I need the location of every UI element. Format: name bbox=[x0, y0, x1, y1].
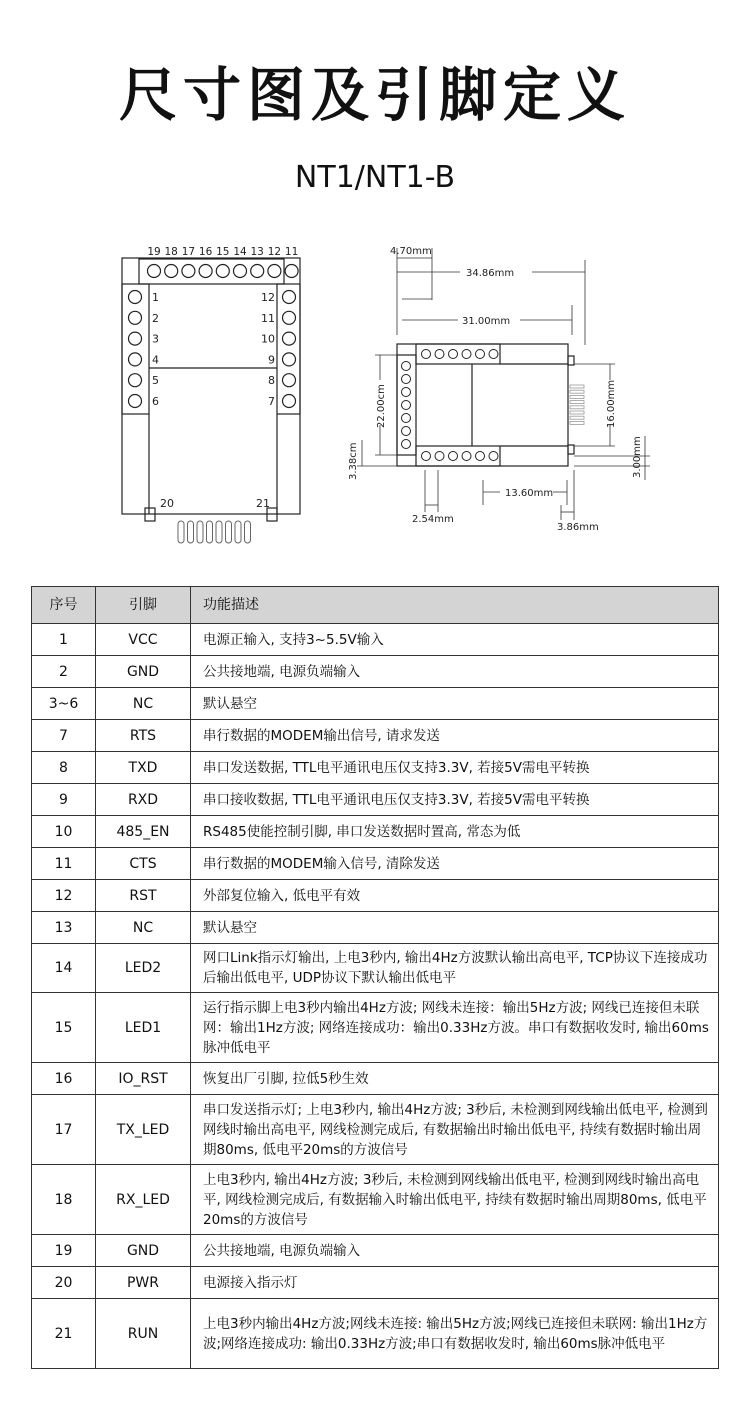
pin-label: 3 bbox=[152, 332, 159, 346]
cell-pin: TXD bbox=[96, 752, 191, 784]
pin-pad bbox=[216, 265, 229, 278]
pin-label: 13 bbox=[250, 246, 264, 258]
pin-label: 12 bbox=[267, 246, 282, 258]
pin-label: 4 bbox=[152, 353, 159, 367]
cell-desc: 串口发送指示灯; 上电3秒内, 输出4Hz方波; 3秒后, 未检测到网线输出低电平, 检测到网线时输出高电平, 网线检测完成后, 有数据输出时输出低电平, 持续有数据时输出周期80ms, 低电平20ms的方波信号 bbox=[191, 1095, 719, 1165]
cell-desc: RS485使能控制引脚, 串口发送数据时置高, 常态为低 bbox=[191, 816, 719, 848]
cell-desc: 默认悬空 bbox=[191, 688, 719, 720]
cell-no: 11 bbox=[32, 848, 96, 880]
table-row bbox=[32, 784, 719, 816]
col-header-desc: 功能描述 bbox=[191, 587, 719, 624]
dimension-diagram bbox=[0, 230, 750, 560]
rj45-contact bbox=[216, 521, 222, 543]
cell-no: 7 bbox=[32, 720, 96, 752]
pin-label-21: 21 bbox=[256, 497, 270, 510]
cell-pin: NC bbox=[96, 688, 191, 720]
cell-pin: GND bbox=[96, 656, 191, 688]
cell-no: 17 bbox=[32, 1095, 96, 1165]
rj45-contact bbox=[570, 411, 584, 414]
pin-label-20: 20 bbox=[160, 497, 174, 510]
cell-no: 14 bbox=[32, 944, 96, 993]
pin-label: 14 bbox=[233, 246, 247, 258]
rj45-contact bbox=[197, 521, 203, 543]
pin-label: 19 bbox=[147, 246, 161, 258]
table-row bbox=[32, 1299, 719, 1369]
dim-3-86: 3.86mm bbox=[557, 522, 599, 533]
cell-pin: VCC bbox=[96, 624, 191, 656]
pin-pad bbox=[435, 350, 444, 359]
dim-31-00: 31.00mm bbox=[462, 316, 511, 327]
rj45-contact bbox=[570, 401, 584, 404]
pin-pad bbox=[422, 350, 431, 359]
col-header-no: 序号 bbox=[32, 587, 96, 624]
table-row bbox=[32, 944, 719, 993]
pin-pad bbox=[476, 452, 485, 461]
cell-no: 19 bbox=[32, 1235, 96, 1267]
pin-pad bbox=[129, 332, 142, 345]
page-title: 尺寸图及引脚定义 bbox=[118, 61, 631, 129]
table-row bbox=[32, 656, 719, 688]
dim-3-38: 3.38cm bbox=[348, 442, 359, 480]
pin-pad bbox=[435, 452, 444, 461]
rj45-contact bbox=[188, 521, 194, 543]
cell-no: 18 bbox=[32, 1165, 96, 1235]
cell-no: 2 bbox=[32, 656, 96, 688]
pin-label: 16 bbox=[198, 246, 213, 258]
cell-pin: RTS bbox=[96, 720, 191, 752]
table-row bbox=[32, 880, 719, 912]
cell-desc: 串口发送数据, TTL电平通讯电压仅支持3.3V, 若接5V需电平转换 bbox=[191, 752, 719, 784]
cell-desc: 上电3秒内, 输出4Hz方波; 3秒后, 未检测到网线输出低电平, 检测到网线时输出高电平, 网线检测完成后, 有数据输入时输出低电平, 持续有数据时输出周期80ms, 低电平20ms的方波信号 bbox=[191, 1165, 719, 1235]
cell-pin: TX_LED bbox=[96, 1095, 191, 1165]
pin-label: 1 bbox=[152, 291, 159, 304]
dim-3-00: 3.00mm bbox=[632, 436, 643, 478]
pin-definition-table bbox=[31, 586, 719, 1369]
table-row bbox=[32, 912, 719, 944]
cell-no: 21 bbox=[32, 1299, 96, 1369]
cell-desc: 电源接入指示灯 bbox=[191, 1267, 719, 1299]
rj45-contact bbox=[570, 406, 584, 409]
pin-pad bbox=[449, 452, 458, 461]
pin-label: 8 bbox=[268, 374, 275, 388]
pin-pad bbox=[129, 374, 142, 387]
cell-pin: IO_RST bbox=[96, 1063, 191, 1095]
cell-no: 20 bbox=[32, 1267, 96, 1299]
pin-pad bbox=[165, 265, 178, 278]
pin-pad bbox=[462, 452, 471, 461]
pin-pad bbox=[129, 395, 142, 408]
pin-pad bbox=[148, 265, 161, 278]
cell-no: 16 bbox=[32, 1063, 96, 1095]
cell-pin: 485_EN bbox=[96, 816, 191, 848]
pin-pad bbox=[283, 353, 296, 366]
rj45-contact bbox=[226, 521, 232, 543]
dim-16-00: 16.00mm bbox=[606, 379, 617, 428]
pin-pad bbox=[402, 427, 411, 436]
pin-pad bbox=[283, 374, 296, 387]
table-row bbox=[32, 720, 719, 752]
pin-pad bbox=[422, 452, 431, 461]
rj45-contact bbox=[570, 385, 584, 388]
pin-pad bbox=[283, 291, 296, 304]
pin-pad bbox=[129, 291, 142, 304]
pin-pad bbox=[283, 311, 296, 324]
cell-desc: 运行指示脚上电3秒内输出4Hz方波; 网线未连接：输出5Hz方波; 网线已连接但未联网：输出1Hz方波; 网络连接成功：输出0.33Hz方波。串口有数据收发时, 输出60ms脉冲低电平 bbox=[191, 993, 719, 1063]
cell-pin: RST bbox=[96, 880, 191, 912]
cell-pin: CTS bbox=[96, 848, 191, 880]
cell-pin: GND bbox=[96, 1235, 191, 1267]
pin-label: 17 bbox=[181, 246, 196, 258]
pin-pad bbox=[402, 440, 411, 449]
cell-desc: 串行数据的MODEM输入信号, 清除发送 bbox=[191, 848, 719, 880]
pin-pad bbox=[476, 350, 485, 359]
dim-34-86: 34.86mm bbox=[466, 268, 515, 279]
cell-no: 15 bbox=[32, 993, 96, 1063]
pin-pad bbox=[402, 362, 411, 371]
pin-pad bbox=[268, 265, 281, 278]
cell-desc: 外部复位输入, 低电平有效 bbox=[191, 880, 719, 912]
pin-pad bbox=[199, 265, 212, 278]
table-header-row bbox=[32, 587, 719, 624]
pin-pad bbox=[283, 332, 296, 345]
pin-pad bbox=[129, 311, 142, 324]
cell-desc: 串行数据的MODEM输出信号, 请求发送 bbox=[191, 720, 719, 752]
table-row bbox=[32, 1165, 719, 1235]
cell-pin: LED1 bbox=[96, 993, 191, 1063]
pin-pad bbox=[402, 401, 411, 410]
cell-pin: RX_LED bbox=[96, 1165, 191, 1235]
pin-label: 18 bbox=[164, 246, 178, 258]
table-row bbox=[32, 624, 719, 656]
pin-label: 11 bbox=[284, 246, 299, 258]
pin-label: 15 bbox=[216, 246, 230, 258]
cell-desc: 公共接地端, 电源负端输入 bbox=[191, 656, 719, 688]
cell-no: 1 bbox=[32, 624, 96, 656]
col-header-pin: 引脚 bbox=[96, 587, 191, 624]
cell-desc: 恢复出厂引脚, 拉低5秒生效 bbox=[191, 1063, 719, 1095]
dim-22-00: 22.00cm bbox=[376, 384, 387, 428]
cell-desc: 电源正输入, 支持3~5.5V输入 bbox=[191, 624, 719, 656]
table-row bbox=[32, 993, 719, 1063]
pin-pad bbox=[129, 353, 142, 366]
table-row bbox=[32, 688, 719, 720]
cell-desc: 公共接地端, 电源负端输入 bbox=[191, 1235, 719, 1267]
rj45-contact bbox=[207, 521, 213, 543]
rj45-contact bbox=[178, 521, 184, 543]
pin-pad bbox=[251, 265, 264, 278]
dim-13-60: 13.60mm bbox=[505, 488, 554, 499]
pin-label: 5 bbox=[152, 374, 159, 388]
pin-pad bbox=[182, 265, 195, 278]
rj45-contact bbox=[570, 421, 584, 424]
table-row bbox=[32, 1063, 719, 1095]
rj45-contact bbox=[570, 395, 584, 398]
rj45-contact bbox=[570, 416, 584, 419]
rj45-contact bbox=[570, 390, 584, 393]
cell-no: 12 bbox=[32, 880, 96, 912]
cell-no: 8 bbox=[32, 752, 96, 784]
pin-label: 10 bbox=[261, 332, 275, 346]
module-side-view bbox=[397, 344, 574, 466]
table-row bbox=[32, 1235, 719, 1267]
cell-pin: PWR bbox=[96, 1267, 191, 1299]
table-row bbox=[32, 1267, 719, 1299]
pin-pad bbox=[285, 265, 298, 278]
cell-desc: 网口Link指示灯输出, 上电3秒内, 输出4Hz方波默认输出高电平, TCP协议下连接成功后输出低电平, UDP协议下默认输出低电平 bbox=[191, 944, 719, 993]
pin-pad bbox=[402, 388, 411, 397]
dim-4-70: 4.70mm bbox=[390, 246, 432, 257]
model-name: NT1/NT1-B bbox=[294, 160, 456, 195]
pin-pad bbox=[402, 375, 411, 384]
pin-label: 6 bbox=[152, 395, 159, 408]
pin-pad bbox=[234, 265, 247, 278]
pin-label: 7 bbox=[268, 395, 275, 408]
rj45-contact bbox=[235, 521, 241, 543]
pin-label: 2 bbox=[152, 311, 159, 325]
table-row bbox=[32, 816, 719, 848]
cell-pin: RXD bbox=[96, 784, 191, 816]
table-row bbox=[32, 1095, 719, 1165]
pin-pad bbox=[462, 350, 471, 359]
cell-desc: 串口接收数据, TTL电平通讯电压仅支持3.3V, 若接5V需电平转换 bbox=[191, 784, 719, 816]
table-row bbox=[32, 848, 719, 880]
cell-pin: RUN bbox=[96, 1299, 191, 1369]
pin-pad bbox=[283, 395, 296, 408]
pin-pad bbox=[489, 350, 498, 359]
pin-label: 11 bbox=[261, 311, 275, 325]
rj45-contact bbox=[245, 521, 251, 543]
pin-pad bbox=[402, 414, 411, 423]
cell-pin: LED2 bbox=[96, 944, 191, 993]
cell-pin: NC bbox=[96, 912, 191, 944]
pin-label: 9 bbox=[268, 353, 275, 367]
cell-desc: 上电3秒内输出4Hz方波;网线未连接: 输出5Hz方波;网线已连接但未联网: 输出1Hz方波;网络连接成功: 输出0.33Hz方波;串口有数据收发时, 输出60ms脉冲低电平 bbox=[191, 1299, 719, 1369]
cell-no: 13 bbox=[32, 912, 96, 944]
cell-no: 3~6 bbox=[32, 688, 96, 720]
pin-label: 12 bbox=[261, 291, 275, 304]
table-row bbox=[32, 752, 719, 784]
cell-desc: 默认悬空 bbox=[191, 912, 719, 944]
pin-pad bbox=[489, 452, 498, 461]
dim-2-54: 2.54mm bbox=[412, 514, 454, 525]
pin-pad bbox=[449, 350, 458, 359]
cell-no: 9 bbox=[32, 784, 96, 816]
cell-no: 10 bbox=[32, 816, 96, 848]
